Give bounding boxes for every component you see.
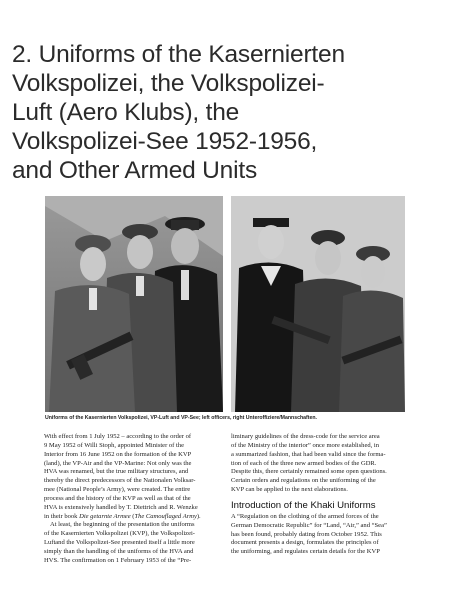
photo-nco-enlisted xyxy=(231,196,405,412)
text-line: of the Ministry of the interior” once more established, in xyxy=(231,441,379,449)
text-line: a summarized fashion, that had been valid since the forma- xyxy=(231,450,386,458)
text-line: the uniforming, and regulates certain details for the KVP xyxy=(231,548,380,556)
text-line: of the Kasernierten Volkspolizei (KVP), the Volkspolizei- xyxy=(44,530,195,538)
text-line: Certain orders and regulations on the uniforming of the xyxy=(231,477,376,485)
text-line: thereby the direct predecessors of the Nationalen Volksar- xyxy=(44,477,196,485)
text-line: has been found, probably dating from October 1952. This xyxy=(231,530,382,538)
body-column-right xyxy=(231,433,408,557)
book-title-german: Die getarnte Armee xyxy=(79,512,131,520)
text-line: process and the history of the KVP as well as that of the xyxy=(44,494,191,502)
chapter-title-line: Volkspolizei-See 1952-1956, xyxy=(12,128,318,155)
text-fragment: ). xyxy=(196,512,201,520)
text-line: HVS. The confirmation on 1 February 1953 of the “Pre- xyxy=(44,556,192,564)
photo-officers xyxy=(45,196,223,412)
text-line: HVA is extensively handled by T. Diettrich and R. Wenzke xyxy=(44,503,198,511)
chapter-title-line: and Other Armed Units xyxy=(12,157,257,184)
text-line: document presents a design, formulates the principles of xyxy=(231,539,379,547)
text-line: KVP can be applied to the next elaborations. xyxy=(231,486,348,494)
text-line: A “Regulation on the clothing of the armed forces of the xyxy=(231,512,379,520)
body-column-left xyxy=(44,433,221,566)
text-line-with-book-title xyxy=(44,513,221,522)
text-line: mee (National People’s Army), were created. The entire xyxy=(44,486,191,494)
text-line: With effect from 1 July 1952 – according to the order of xyxy=(44,433,192,440)
photo-caption: Uniforms of the Kasernierten Volkspolizei, VP-Luft and VP-See; left officers, right Unteroffiziere/Mannschaften. xyxy=(45,415,317,421)
text-line: HVA was renamed, but the true military structures, and xyxy=(44,468,189,476)
text-line: 9 May 1952 of Willi Stoph, appointed Minister of the xyxy=(44,441,184,449)
text-line: liminary guidelines of the dress-code for the service area xyxy=(231,433,380,440)
text-line: Luftand the Volkspolizei-See presented itself a little more xyxy=(44,539,195,547)
text-fragment: in their book xyxy=(44,512,80,520)
text-line: Interior from 16 June 1952 on the formation of the KVP xyxy=(44,450,192,458)
text-line: simply than the handling of the uniforms of the HVA and xyxy=(44,547,194,555)
book-title-english: The Camouflaged Army xyxy=(134,512,197,520)
text-line: (land), the VP-Air and the VP-Marine: Not only was the xyxy=(44,459,192,467)
chapter-title xyxy=(12,40,432,185)
chapter-title-line: 2. Uniforms of the Kasernierten xyxy=(12,41,345,68)
text-line: German Democratic Republic” for “Land, “Air,” and “Sea” xyxy=(231,521,387,529)
chapter-title-line: Luft (Aero Klubs), the xyxy=(12,99,240,126)
section-heading: Introduction of the Khaki Uniforms xyxy=(231,499,376,511)
text-line: Despite this, there certainly remained some open questions. xyxy=(231,468,387,476)
text-line: tion of each of the three new armed bodies of the GDR. xyxy=(231,459,377,467)
text-fragment: ( xyxy=(130,512,135,520)
chapter-title-line: Volkspolizei, the Volkspolizei- xyxy=(12,70,325,97)
text-line: At least, the beginning of the presentation the uniforms xyxy=(50,521,195,529)
